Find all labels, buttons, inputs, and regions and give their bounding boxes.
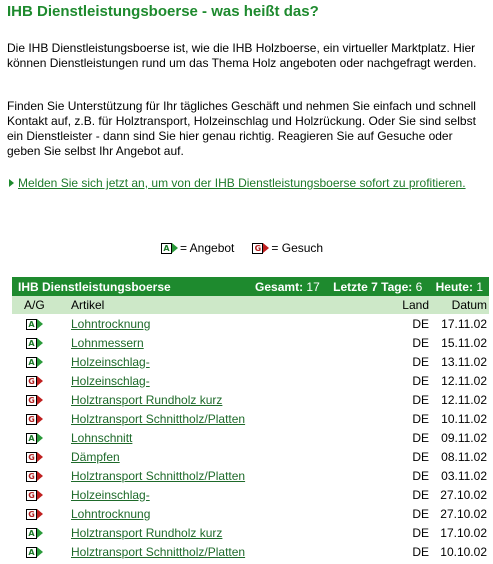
artikel-cell xyxy=(51,336,389,350)
benefits-paragraph: Finden Sie Unterstützung für Ihr tägliches Geschäft und nehmen Sie einfach und schnell Kontakt auf, z.B. für Holztransport, Holzeinschlag und Holzrückung. Oder Sie sind selbst ein Dienstleister - dann sind Sie hier genau richtig. Reagieren Sie auf Gesuche oder geben Sie selbst Ihr Angebot auf. xyxy=(7,99,476,158)
ag-cell xyxy=(12,545,51,559)
gesuch-icon xyxy=(26,452,43,463)
artikel-cell xyxy=(51,450,389,464)
column-header-artikel: Artikel xyxy=(71,298,105,312)
page-title: IHB Dienstleistungsboerse - was heißt das? xyxy=(7,3,319,20)
table-row xyxy=(12,428,489,447)
type-letter: G xyxy=(26,414,37,425)
land-cell: DE xyxy=(412,468,429,483)
ag-cell xyxy=(12,374,51,388)
ag-cell xyxy=(12,450,51,464)
intro-paragraph: Die IHB Dienstleistungsboerse ist, wie die IHB Holzboerse, ein virtueller Marktplatz. Hier können Dienstleistungen rund um das Thema Holz angeboten oder nachgefragt werden. xyxy=(7,41,477,70)
ag-cell xyxy=(12,412,51,426)
artikel-cell xyxy=(51,545,389,559)
letzte-label: Letzte 7 Tage: xyxy=(333,279,413,294)
table-row xyxy=(12,504,489,523)
letzte-value: 6 xyxy=(415,279,423,294)
column-header-land: Land xyxy=(402,298,429,312)
datum-cell: 12.11.02 xyxy=(441,373,487,388)
type-letter: A xyxy=(26,319,37,330)
angebot-icon xyxy=(26,547,43,558)
artikel-cell xyxy=(51,488,389,502)
table-row xyxy=(12,371,489,390)
angebot-icon xyxy=(161,243,178,254)
land-cell: DE xyxy=(412,544,429,559)
artikel-cell xyxy=(51,526,389,540)
gesuch-icon xyxy=(26,376,43,387)
artikel-link[interactable]: Holztransport Rundholz kurz xyxy=(71,525,223,540)
type-letter: G xyxy=(26,509,37,520)
artikel-link[interactable]: Holztransport Schnittholz/Platten xyxy=(71,411,246,426)
artikel-cell xyxy=(51,412,389,426)
artikel-link[interactable]: Holzeinschlag- xyxy=(71,373,150,388)
type-letter: A xyxy=(26,338,37,349)
angebot-icon xyxy=(26,357,43,368)
table-row xyxy=(12,314,489,333)
table-row xyxy=(12,466,489,485)
legend xyxy=(161,241,323,255)
gesuch-icon xyxy=(26,395,43,406)
land-cell: DE xyxy=(412,316,429,331)
ag-cell xyxy=(12,488,51,502)
ag-cell xyxy=(12,355,51,369)
datum-cell: 10.11.02 xyxy=(441,411,487,426)
artikel-link[interactable]: Holzeinschlag- xyxy=(71,487,150,502)
land-cell: DE xyxy=(412,373,429,388)
gesamt-value: 17 xyxy=(306,279,320,294)
table-row xyxy=(12,333,489,352)
artikel-link[interactable]: Lohnschnitt xyxy=(71,430,133,445)
datum-cell: 13.11.02 xyxy=(441,354,487,369)
heute-label: Heute: xyxy=(435,279,473,294)
type-letter: G xyxy=(26,490,37,501)
datum-cell: 17.11.02 xyxy=(441,316,487,331)
ag-cell xyxy=(12,336,51,350)
datum-cell: 27.10.02 xyxy=(440,506,487,521)
gesuch-icon xyxy=(26,490,43,501)
ag-cell xyxy=(12,526,51,540)
gesuch-icon xyxy=(252,243,269,254)
ag-cell xyxy=(12,317,51,331)
column-header-datum: Datum xyxy=(451,298,487,312)
type-letter: G xyxy=(26,376,37,387)
legend-angebot xyxy=(161,241,234,255)
legend-gesuch-label: = Gesuch xyxy=(271,241,324,255)
datum-cell: 27.10.02 xyxy=(440,487,487,502)
land-cell: DE xyxy=(412,392,429,407)
artikel-link[interactable]: Lohntrocknung xyxy=(71,316,151,331)
datum-cell: 17.10.02 xyxy=(440,525,487,540)
table-row xyxy=(12,542,489,561)
heute-value: 1 xyxy=(476,279,483,294)
type-letter: G xyxy=(26,395,37,406)
datum-cell: 08.11.02 xyxy=(441,449,487,464)
angebot-icon xyxy=(26,319,43,330)
angebot-icon xyxy=(26,433,43,444)
gesamt-label: Gesamt: xyxy=(255,279,304,294)
artikel-cell xyxy=(51,431,389,445)
ag-cell xyxy=(12,431,51,445)
table-stats xyxy=(255,280,483,294)
type-letter: G xyxy=(26,452,37,463)
artikel-link[interactable]: Lohntrocknung xyxy=(71,506,151,521)
angebot-icon xyxy=(26,338,43,349)
datum-cell: 12.11.02 xyxy=(441,392,487,407)
legend-angebot-label: = Angebot xyxy=(180,241,235,255)
artikel-cell xyxy=(51,317,389,331)
gesuch-icon xyxy=(26,471,43,482)
datum-cell: 15.11.02 xyxy=(441,335,487,350)
table-row xyxy=(12,447,489,466)
artikel-cell xyxy=(51,393,389,407)
datum-cell: 03.11.02 xyxy=(441,468,487,483)
type-letter: A xyxy=(26,547,37,558)
signup-link[interactable] xyxy=(9,176,466,190)
table-row xyxy=(12,352,489,371)
artikel-link[interactable]: Holzeinschlag- xyxy=(71,354,150,369)
artikel-link[interactable]: Holztransport Schnittholz/Platten xyxy=(71,544,246,559)
column-header-row xyxy=(12,296,489,314)
table-header xyxy=(12,277,489,296)
datum-cell: 09.11.02 xyxy=(441,430,487,445)
table-row xyxy=(12,390,489,409)
signup-link-text[interactable]: Melden Sie sich jetzt an, um von der IHB Dienstleistungsboerse sofort zu profitieren. xyxy=(18,176,466,190)
table-body xyxy=(12,314,489,561)
table-row xyxy=(12,409,489,428)
artikel-link[interactable]: Lohnmessern xyxy=(71,335,144,350)
table-title: IHB Dienstleistungsboerse xyxy=(18,279,171,294)
type-letter: G xyxy=(26,471,37,482)
artikel-cell xyxy=(51,469,389,483)
gesuch-icon-letter: G xyxy=(252,243,263,254)
artikel-cell xyxy=(51,355,389,369)
land-cell: DE xyxy=(412,487,429,502)
angebot-icon xyxy=(26,528,43,539)
datum-cell: 10.10.02 xyxy=(440,544,487,559)
column-header-ag: A/G xyxy=(24,298,45,312)
land-cell: DE xyxy=(412,411,429,426)
legend-gesuch xyxy=(252,241,323,255)
artikel-cell xyxy=(51,507,389,521)
ag-cell xyxy=(12,393,51,407)
type-letter: A xyxy=(26,433,37,444)
gesuch-icon xyxy=(26,414,43,425)
artikel-link[interactable]: Holztransport Schnittholz/Platten xyxy=(71,468,246,483)
ag-cell xyxy=(12,469,51,483)
artikel-link[interactable]: Dämpfen xyxy=(71,449,120,464)
land-cell: DE xyxy=(412,335,429,350)
land-cell: DE xyxy=(412,430,429,445)
gesuch-icon xyxy=(26,509,43,520)
listings-table xyxy=(12,277,489,561)
angebot-icon-letter: A xyxy=(161,243,172,254)
arrow-right-icon xyxy=(9,179,14,187)
type-letter: A xyxy=(26,528,37,539)
land-cell: DE xyxy=(412,449,429,464)
type-letter: A xyxy=(26,357,37,368)
table-row xyxy=(12,523,489,542)
land-cell: DE xyxy=(412,525,429,540)
artikel-cell xyxy=(51,374,389,388)
table-row xyxy=(12,485,489,504)
artikel-link[interactable]: Holztransport Rundholz kurz xyxy=(71,392,223,407)
land-cell: DE xyxy=(412,506,429,521)
land-cell: DE xyxy=(412,354,429,369)
ag-cell xyxy=(12,507,51,521)
